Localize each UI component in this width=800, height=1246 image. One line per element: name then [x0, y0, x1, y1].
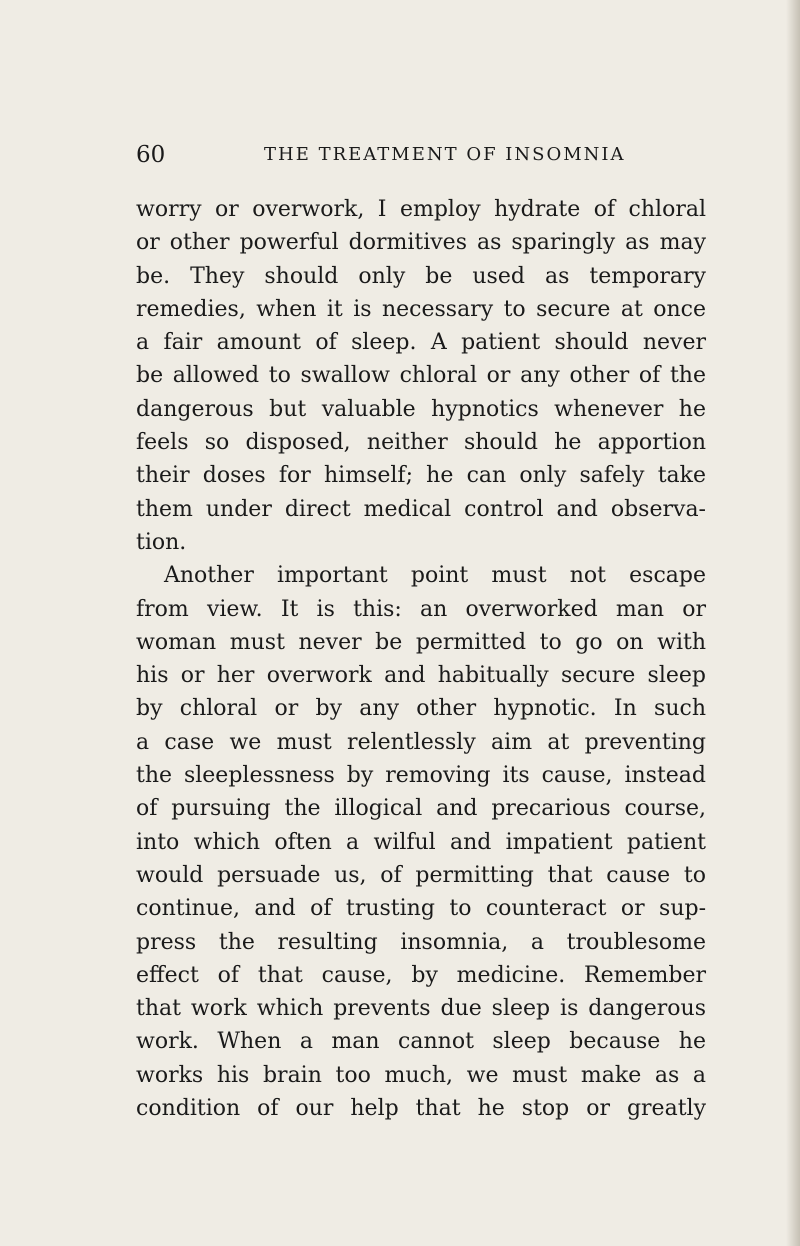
text-line: a case we must relentlessly aim at preventing [136, 729, 706, 755]
text-line: a fair amount of sleep. A patient should never [136, 330, 706, 356]
page-edge-shadow [786, 0, 800, 1246]
text-line: or other powerful dormitives as sparingly as may [136, 230, 706, 256]
text-line: by chloral or by any other hypnotic. In such [136, 696, 706, 722]
text-line: that work which prevents due sleep is dangerous [136, 996, 706, 1022]
text-line: tion. [136, 529, 187, 555]
text-line: continue, and of trusting to counteract or sup- [136, 896, 706, 922]
text-line: effect of that cause, by medicine. Remember [136, 962, 706, 988]
text-line: of pursuing the illogical and precarious course, [136, 796, 706, 822]
text-line: dangerous but valuable hypnotics whenever he [136, 396, 706, 422]
body-text [136, 193, 706, 1125]
text-line: feels so disposed, neither should he apportion [136, 430, 706, 456]
text-line: the sleeplessness by removing its cause, instead [136, 763, 706, 789]
page-header [136, 140, 656, 170]
text-line: press the resulting insomnia, a troublesome [136, 929, 706, 955]
text-line: woman must never be permitted to go on with [136, 629, 706, 655]
text-line: from view. It is this: an overworked man or [136, 596, 706, 622]
text-line: remedies, when it is necessary to secure at once [136, 296, 706, 322]
text-line: them under direct medical control and observa- [136, 496, 706, 522]
paragraph-start-line: Another important point must not escape [164, 563, 706, 589]
running-title: THE TREATMENT OF INSOMNIA [264, 144, 626, 165]
text-line: work. When a man cannot sleep because he [136, 1029, 706, 1055]
text-line: condition of our help that he stop or greatly [136, 1096, 706, 1122]
text-line: would persuade us, of permitting that cause to [136, 862, 706, 888]
text-line: his or her overwork and habitually secure sleep [136, 663, 706, 689]
text-line: works his brain too much, we must make as a [136, 1062, 706, 1088]
text-line: into which often a wilful and impatient patient [136, 829, 706, 855]
text-line: be. They should only be used as temporary [136, 263, 706, 289]
text-line: be allowed to swallow chloral or any other of the [136, 363, 706, 389]
text-line: their doses for himself; he can only safely take [136, 463, 706, 489]
text-line: worry or overwork, I employ hydrate of chloral [136, 197, 706, 222]
page-number: 60 [136, 142, 166, 168]
